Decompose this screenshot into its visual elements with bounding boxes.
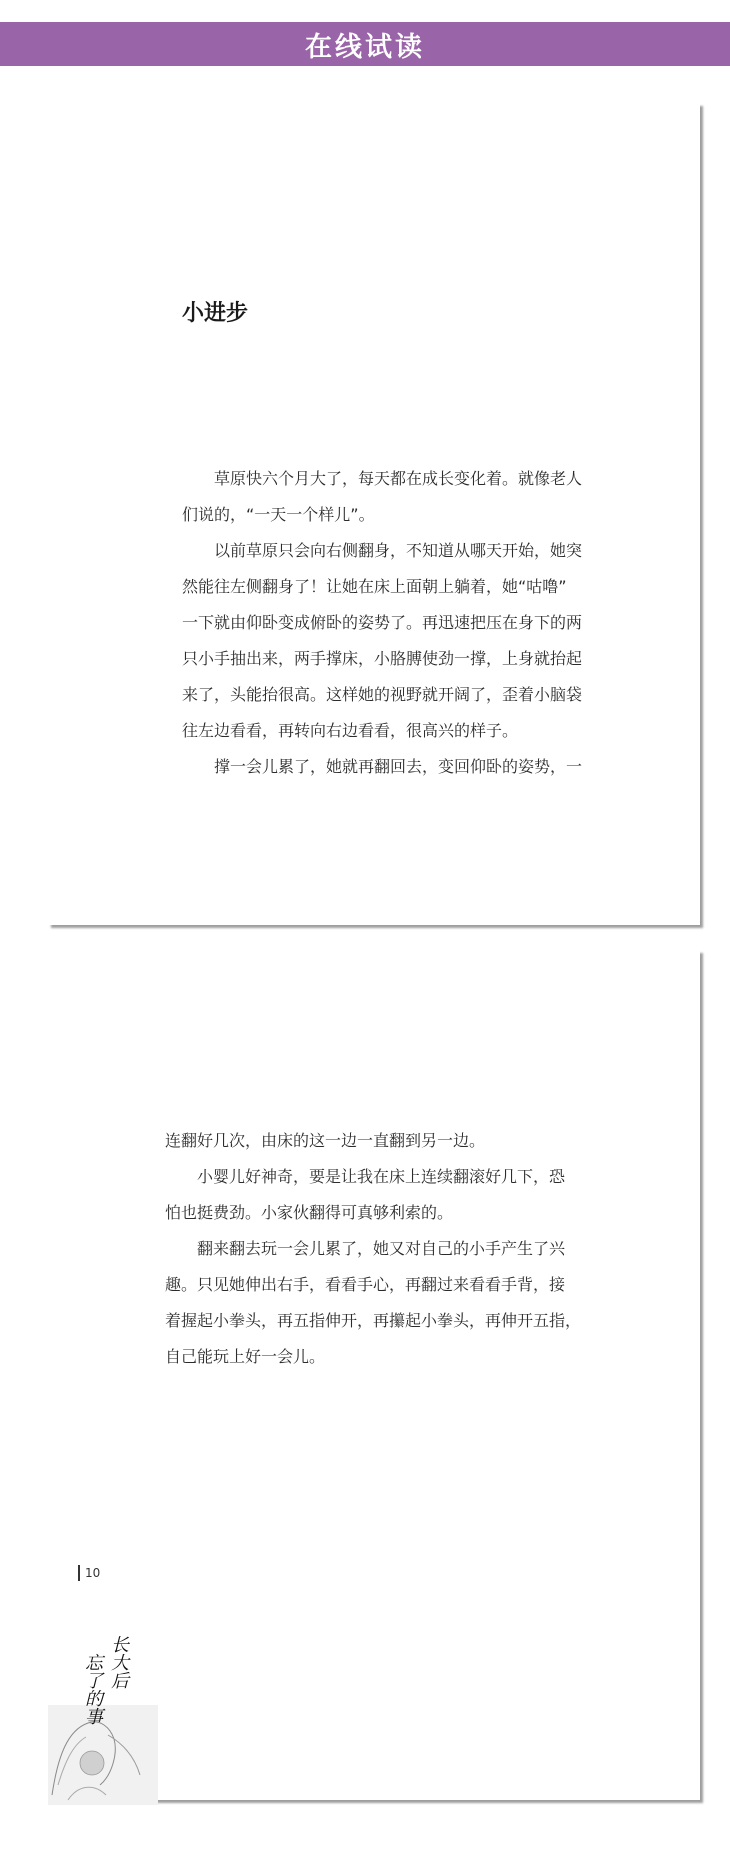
- chapter-title: 小进步: [182, 300, 249, 326]
- page-number: 10: [78, 1565, 100, 1581]
- text-line: 们说的，“一天一个样儿”。: [182, 505, 375, 524]
- text-line: 一下就由仰卧变成俯卧的姿势了。再迅速把压在身下的两: [182, 613, 583, 632]
- text-line: 翻来翻去玩一会儿累了，她又对自己的小手产生了兴: [197, 1239, 566, 1258]
- text-line: 连翻好几次，由床的这一边一直翻到另一边。: [165, 1131, 486, 1150]
- text-line: 趣。只见她伸出右手，看看手心，再翻过来看看手背，接: [165, 1275, 566, 1294]
- text-line: 撑一会儿累了，她就再翻回去，变回仰卧的姿势，一: [214, 757, 583, 776]
- book-page-1: [48, 103, 700, 925]
- logo-text-line-2: 忘了的事: [82, 1653, 103, 1725]
- text-line: 自己能玩上好一会儿。: [165, 1347, 326, 1366]
- text-line: 来了，头能抬很高。这样她的视野就开阔了，歪着小脑袋: [182, 685, 583, 704]
- text-line: 草原快六个月大了，每天都在成长变化着。就像老人: [214, 469, 583, 488]
- banner-title: 在线试读: [305, 31, 425, 63]
- text-line: 着握起小拳头，再五指伸开，再攥起小拳头，再伸开五指，: [165, 1311, 582, 1330]
- text-line: 小婴儿好神奇，要是让我在床上连续翻滚好几下，恐: [197, 1167, 566, 1186]
- text-line: 往左边看看，再转向右边看看，很高兴的样子。: [182, 721, 519, 740]
- online-preview-banner: [0, 22, 730, 66]
- text-line: 然能往左侧翻身了！让她在床上面朝上躺着，她“咕噜”: [182, 577, 567, 596]
- book-page-2: [48, 950, 700, 1800]
- logo-text-line-1: 长大后: [108, 1635, 129, 1689]
- book-logo-illustration: [48, 1635, 158, 1805]
- text-line: 只小手抽出来，两手撑床，小胳膊使劲一撑，上身就抬起: [182, 649, 583, 668]
- text-line: 以前草原只会向右侧翻身，不知道从哪天开始，她突: [214, 541, 583, 560]
- text-line: 怕也挺费劲。小家伙翻得可真够利索的。: [165, 1203, 454, 1222]
- baby-sketch-icon: [48, 1635, 158, 1805]
- page-2-body-text: [165, 1123, 615, 1375]
- page-1-body-text: [182, 461, 632, 785]
